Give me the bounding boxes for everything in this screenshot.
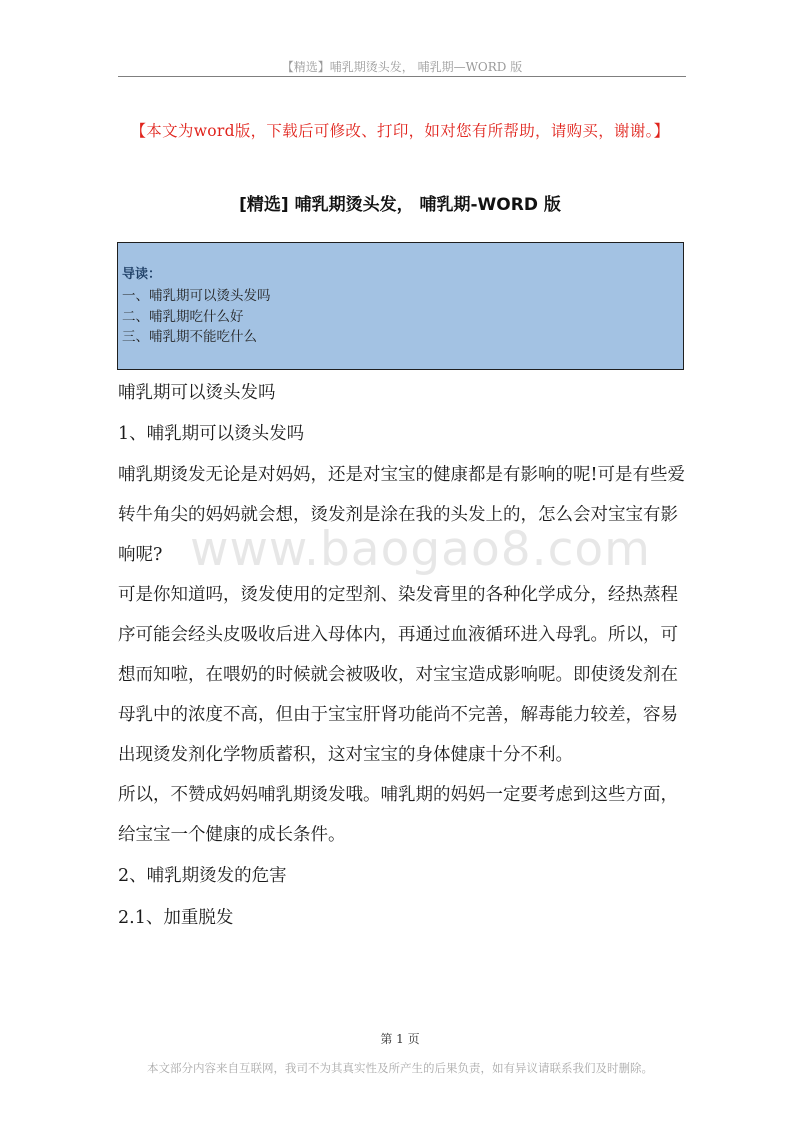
heading-1: 1、哺乳期可以烫头发吗 <box>118 424 305 444</box>
paragraph: 所以，不赞成妈妈哺乳期烫发哦。哺乳期的妈妈一定要考虑到这些方面，给宝宝一个健康的成长条件。 <box>118 785 678 845</box>
section-title: 哺乳期可以烫头发吗 <box>118 383 276 403</box>
heading-2-1: 2.1、加重脱发 <box>118 908 234 928</box>
guide-item: 二、哺乳期吃什么好 <box>122 308 244 325</box>
paragraph: 可是你知道吗，烫发使用的定型剂、染发膏里的各种化学成分，经热蒸程序可能会经头皮吸收后进入母体内，再通过血液循环进入母乳。所以，可想而知啦，在喂奶的时候就会被吸收，对宝宝造成影响呢。即使烫发剂在母乳中的浓度不高，但由于宝宝肝肾功能尚不完善，解毒能力较差，容易出现烫发剂化学物质蓄积，这对宝宝的身体健康十分不利。 <box>118 585 678 765</box>
guide-box <box>117 242 684 370</box>
purchase-notice: 【本文为word版，下载后可修改、打印，如对您有所帮助，请购买，谢谢。】 <box>130 122 670 140</box>
running-header: 【精选】哺乳期烫头发， 哺乳期—WORD 版 <box>281 60 523 74</box>
footer-disclaimer: 本文部分内容来自互联网，我司不为其真实性及所产生的后果负责，如有异议请联系我们及时删除。 <box>147 1061 653 1075</box>
page-number: 第 1 页 <box>380 1032 420 1046</box>
header-divider <box>118 76 686 77</box>
guide-item: 三、哺乳期不能吃什么 <box>122 329 257 345</box>
guide-title: 导读： <box>122 267 162 282</box>
watermark: www.baogao8.com <box>190 522 651 577</box>
document-body <box>118 373 688 939</box>
paragraph: 哺乳期烫发无论是对妈妈，还是对宝宝的健康都是有影响的呢!可是有些爱转牛角尖的妈妈就会想，烫发剂是涂在我的头发上的，怎么会对宝宝有影响呢? <box>118 465 686 565</box>
heading-2: 2、哺乳期烫发的危害 <box>118 866 287 886</box>
guide-item: 一、哺乳期可以烫头发吗 <box>122 288 271 304</box>
document-title: [精选] 哺乳期烫头发， 哺乳期-WORD 版 <box>239 195 561 215</box>
